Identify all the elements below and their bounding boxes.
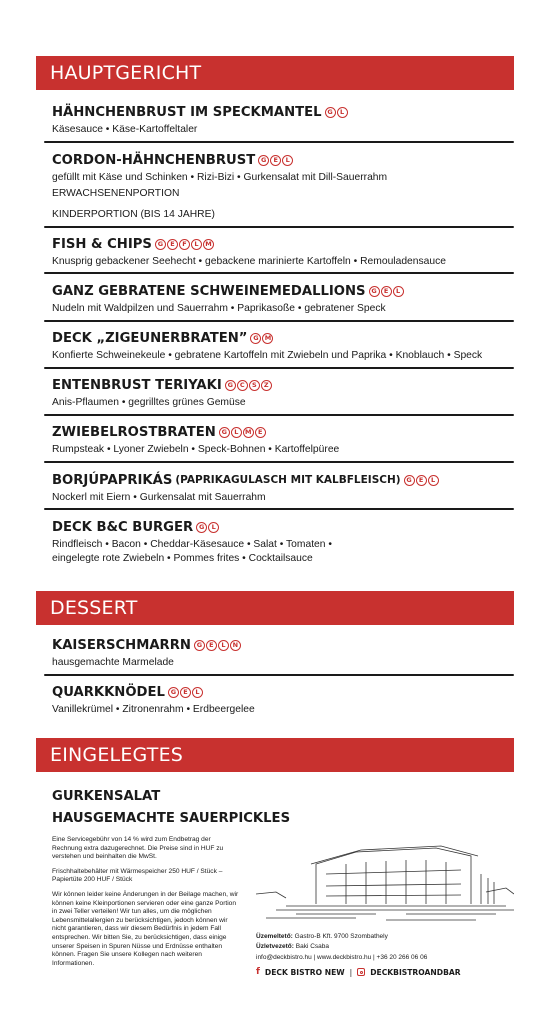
nut-icon: N: [230, 640, 241, 651]
item-description-2: eingelegte rote Zwiebeln • Pommes frites • Cocktailsauce: [52, 553, 313, 564]
allergen-icons: [155, 239, 214, 250]
menu-item: [52, 472, 512, 505]
separator: [44, 367, 514, 369]
mustard-icon: M: [203, 239, 214, 250]
mustard-icon: M: [243, 427, 254, 438]
lactose-icon: L: [393, 286, 404, 297]
service-note: Eine Servicegebühr von 14 % wird zum Endbetrag der Rechnung extra dazugerechnet. Die Preise sind in HUF zu verstehen und beinhalten die MwSt.: [52, 836, 224, 861]
celery-icon: C: [237, 380, 248, 391]
item-name: GANZ GEBRATENE SCHWEINEMEDALLIONS: [52, 284, 366, 299]
allergen-icons: [194, 640, 241, 651]
item-name: CORDON-HÄHNCHENBRUST: [52, 153, 256, 168]
lactose-icon: L: [231, 427, 242, 438]
section-banner-pickled: [36, 738, 514, 772]
separator: [44, 414, 514, 416]
manager-value: Baki Csaba: [295, 943, 329, 950]
menu-item: [52, 684, 512, 717]
menu-item: [52, 152, 512, 223]
gluten-icon: G: [404, 475, 415, 486]
lactose-icon: L: [428, 475, 439, 486]
menu-item: [52, 283, 512, 316]
item-subtitle: (PAPRIKAGULASCH MIT KALBFLEISCH): [175, 474, 401, 486]
item-description: Käsesauce • Käse-Kartoffeltaler: [52, 124, 198, 135]
egg-icon: E: [167, 239, 178, 250]
lactose-icon: L: [191, 239, 202, 250]
contact-line[interactable]: info@deckbistro.hu | www.deckbistro.hu | +36 20 266 06 06: [256, 954, 428, 961]
allergy-note: Wir können leider keine Änderungen in der Beilage machen, wir können keine Kleinportionen servieren oder eine ganze Portion in zwei Teller verteilen! Wir tun alles, um die möglichen Lebensmittelallergien zu berücksichtigen, jedoch können wir nicht garantieren, dass wir diesem Bedürfnis in jedem Fall entsprechen. Wir bitten Sie, zu berücksichtigen, dass einige unserer Speisen in Spuren Nüsse und Erdnüsse enthalten können. Fragen Sie unsere Kollegen nach weiteren Informationen.: [52, 890, 239, 967]
gluten-icon: G: [155, 239, 166, 250]
allergen-icons: [196, 522, 219, 533]
allergen-icons: [219, 427, 266, 438]
pickle-item: HAUSGEMACHTE SAUERPICKLES: [52, 811, 291, 826]
lactose-icon: L: [208, 522, 219, 533]
item-description: Nudeln mit Waldpilzen und Sauerrahm • Paprikasoße • gebratener Speck: [52, 303, 386, 314]
facebook-link[interactable]: DECK BISTRO NEW: [264, 967, 345, 977]
divider: |: [349, 967, 353, 977]
gluten-icon: G: [325, 107, 336, 118]
pickle-item: GURKENSALAT: [52, 789, 161, 804]
item-description: gefüllt mit Käse und Schinken • Rizi-Bizi • Gurkensalat mit Dill-Sauerrahm: [52, 172, 388, 183]
separator: [44, 141, 514, 143]
egg-icon: E: [206, 640, 217, 651]
allergen-icons: [168, 687, 203, 698]
lactose-icon: L: [337, 107, 348, 118]
item-description: Rumpsteak • Lyoner Zwiebeln • Speck-Bohnen • Kartoffelpüree: [52, 444, 340, 455]
fine-print: [52, 836, 242, 974]
menu-item: [52, 236, 512, 269]
lactose-icon: L: [192, 687, 203, 698]
instagram-link[interactable]: DECKBISTROANDBAR: [370, 967, 461, 977]
allergen-icons: [404, 475, 439, 486]
egg-icon: E: [381, 286, 392, 297]
gluten-icon: G: [196, 522, 207, 533]
section-title: HAUPTGERICHT: [50, 62, 202, 84]
egg-icon: E: [180, 687, 191, 698]
menu-item: [52, 104, 512, 137]
gluten-icon: G: [225, 380, 236, 391]
portion-child: KINDERPORTION (BIS 14 JAHRE): [52, 209, 215, 220]
social-links: [256, 967, 461, 977]
item-name: QUARKKNÖDEL: [52, 685, 165, 700]
operator-info: [256, 932, 514, 952]
item-name: HÄHNCHENBRUST IM SPECKMANTEL: [52, 105, 322, 120]
gluten-icon: G: [258, 155, 269, 166]
item-description: Anis-Pflaumen • gegrilltes grünes Gemüse: [52, 397, 246, 408]
section-title: DESSERT: [50, 597, 138, 619]
item-description: Knusprig gebackener Seehecht • gebackene marinierte Kartoffeln • Remouladensauce: [52, 256, 446, 267]
menu-item: [52, 424, 512, 457]
item-description: Konfierte Schweinekeule • gebratene Kartoffeln mit Zwiebeln und Paprika • Knoblauch • Speck: [52, 350, 483, 361]
allergen-icons: [325, 107, 348, 118]
separator: [44, 674, 514, 676]
lactose-icon: L: [218, 640, 229, 651]
menu-item: [52, 377, 512, 410]
mustard-icon: M: [262, 333, 273, 344]
instagram-icon: [357, 968, 365, 976]
item-name: KAISERSCHMARRN: [52, 638, 191, 653]
allergen-icons: [250, 333, 273, 344]
item-name: BORJÚPAPRIKÁS: [52, 473, 173, 488]
section-banner-main: [36, 56, 514, 90]
egg-icon: E: [270, 155, 281, 166]
gluten-icon: G: [369, 286, 380, 297]
building-illustration: [256, 834, 514, 924]
item-description: Vanillekrümel • Zitronenrahm • Erdbeergelee: [52, 704, 255, 715]
manager-label: Üzletvezető:: [256, 943, 294, 950]
gluten-icon: G: [168, 687, 179, 698]
item-name: ZWIEBELROSTBRATEN: [52, 425, 216, 440]
lactose-icon: L: [282, 155, 293, 166]
sesame-icon: Z: [261, 380, 272, 391]
facebook-icon: f: [256, 967, 260, 977]
section-banner-dessert: [36, 591, 514, 625]
allergen-icons: [258, 155, 293, 166]
separator: [44, 320, 514, 322]
menu-item: [52, 330, 512, 363]
menu-item: [52, 519, 512, 566]
item-name: ENTENBRUST TERIYAKI: [52, 378, 222, 393]
operator-label: Üzemeltető:: [256, 933, 293, 940]
container-note: Frischhaltebehälter mit Wärmespeicher 250 HUF / Stück – Papiertüte 200 HUF / Stück: [52, 867, 223, 884]
item-name: DECK B&C BURGER: [52, 520, 194, 535]
separator: [44, 226, 514, 228]
soy-icon: S: [249, 380, 260, 391]
item-name: FISH & CHIPS: [52, 237, 152, 252]
portion-adult: ERWACHSENENPORTION: [52, 188, 180, 199]
item-description: hausgemachte Marmelade: [52, 657, 174, 668]
separator: [44, 272, 514, 274]
allergen-icons: [369, 286, 404, 297]
gluten-icon: G: [219, 427, 230, 438]
fish-icon: F: [179, 239, 190, 250]
gluten-icon: G: [250, 333, 261, 344]
allergen-icons: [225, 380, 272, 391]
separator: [44, 461, 514, 463]
item-description: Nockerl mit Eiern • Gurkensalat mit Sauerrahm: [52, 492, 266, 503]
operator-value: Gastro-B Kft. 9700 Szombathely: [294, 933, 388, 940]
gluten-icon: G: [194, 640, 205, 651]
section-title: EINGELEGTES: [50, 744, 184, 766]
separator: [44, 508, 514, 510]
item-description: Rindfleisch • Bacon • Cheddar-Käsesauce • Salat • Tomaten •: [52, 539, 332, 550]
menu-item: [52, 637, 512, 670]
egg-icon: E: [255, 427, 266, 438]
egg-icon: E: [416, 475, 427, 486]
item-name: DECK „ZIGEUNERBRATEN”: [52, 331, 248, 346]
